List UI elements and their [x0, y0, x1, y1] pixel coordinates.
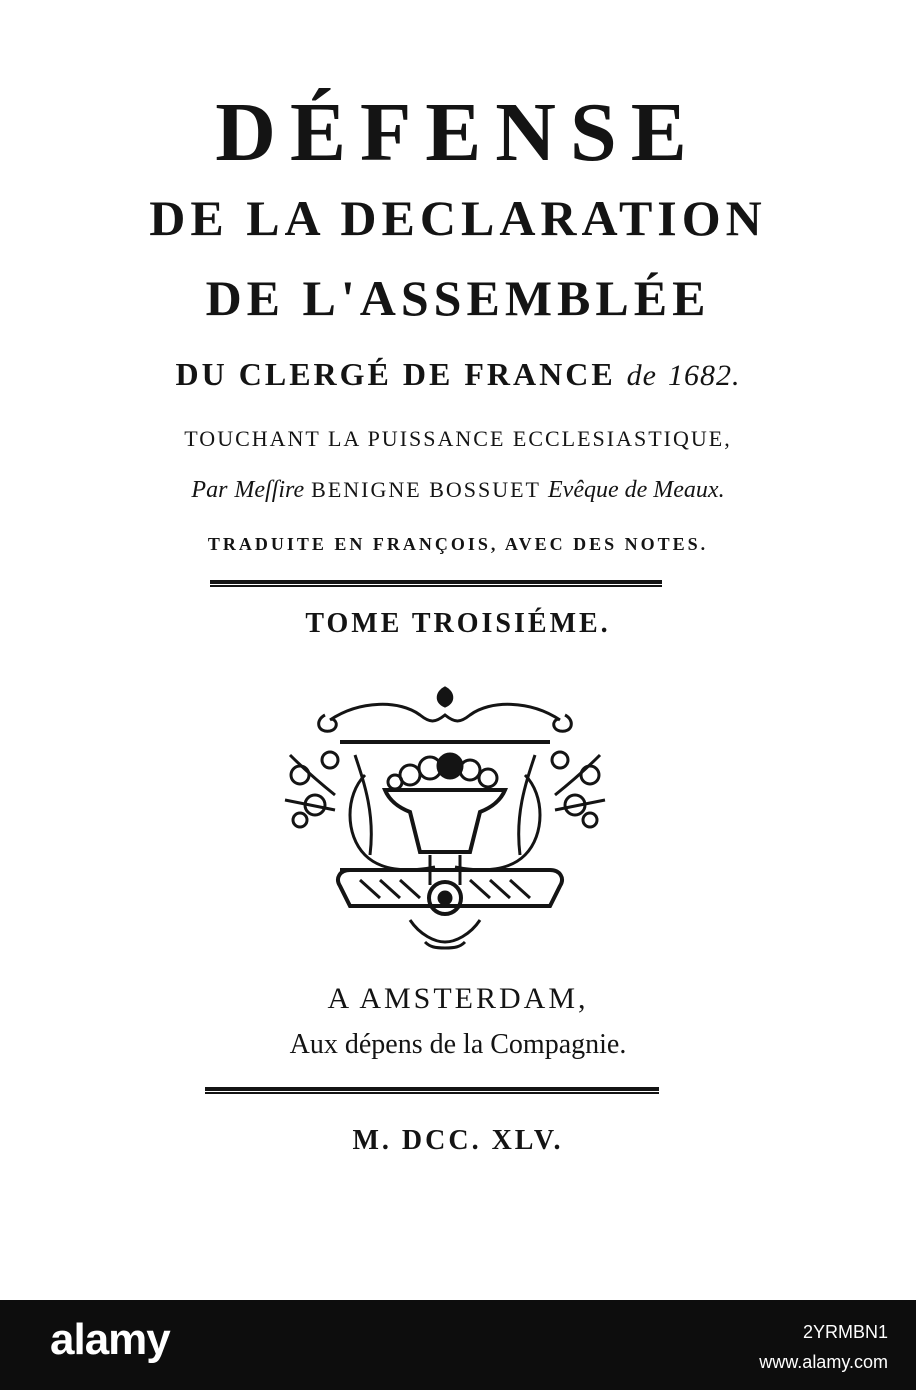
year-text: 1682.: [667, 359, 741, 392]
double-rule-top: [210, 580, 662, 587]
printers-ornament-icon: [270, 680, 620, 955]
imprint-publisher: Aux dépens de la Compagnie.: [289, 1029, 627, 1060]
double-rule-bottom: [205, 1087, 659, 1094]
subtitle-line-1: DE LA DECLARATION: [149, 190, 767, 246]
publication-date: M. DCC. XLV.: [352, 1125, 564, 1156]
image-id: 2YRMBN1: [802, 1322, 888, 1342]
alamy-logo: alamy: [50, 1315, 170, 1364]
clergy-text: DU CLERGÉ DE FRANCE: [175, 356, 616, 392]
author-name: BENIGNE BOSSUET: [311, 477, 541, 502]
main-title: DÉFENSE: [215, 86, 701, 179]
messire-text: Meſſire: [234, 477, 305, 503]
volume-label: TOME TROISIÉME.: [305, 608, 611, 639]
translation-line: TRADUITE EN FRANÇOIS, AVEC DES NOTES.: [207, 534, 709, 554]
author-title: Evêque de Meaux.: [548, 477, 725, 503]
author-line: [0, 474, 916, 506]
subtitle-line-3: [0, 354, 916, 396]
site-url: www.alamy.com: [759, 1352, 888, 1372]
de-text: de: [626, 359, 657, 392]
subtitle-line-2: DE L'ASSEMBLÉE: [205, 270, 711, 326]
par-text: Par: [191, 477, 228, 503]
imprint-city: A AMSTERDAM,: [327, 982, 589, 1015]
subject-line: TOUCHANT LA PUISSANCE ECCLESIASTIQUE,: [184, 426, 732, 451]
